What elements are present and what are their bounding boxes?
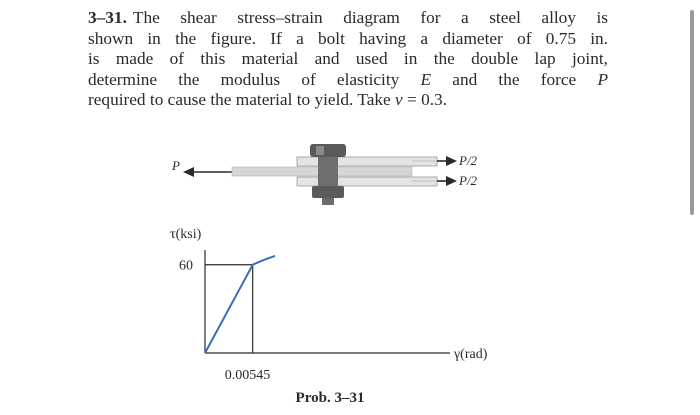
y-axis-label: τ(ksi): [170, 227, 202, 242]
problem-line-2: shown in the figure. If a bolt having a diameter of 0.75 in.: [88, 28, 608, 48]
x-tick-label: 0.00545: [224, 368, 271, 383]
problem-line-5: required to cause the material to yield. Take ν = 0.3.: [88, 90, 448, 110]
x-axis-label: γ(rad): [454, 347, 488, 362]
y-tick-label: 60: [179, 258, 193, 274]
stress-strain-curve: [205, 256, 275, 353]
problem-line-1: 3–31. The shear stress–strain diagram for a steel alloy is: [88, 8, 608, 27]
problem-line-3: is made of this material and used in the double lap joint,: [88, 49, 608, 69]
var-p: P: [597, 69, 608, 89]
force-p2-top-label: P/2: [459, 153, 478, 168]
force-p-label: P: [172, 158, 180, 173]
var-nu: ν: [395, 90, 403, 110]
var-e: E: [420, 69, 432, 89]
force-p2-bottom-label: P/2: [459, 173, 478, 188]
problem-number: 3–31.: [88, 8, 127, 27]
problem-line-4: determine the modulus of elasticity E and the force P: [88, 69, 608, 89]
figure-caption: Prob. 3–31: [295, 390, 365, 406]
